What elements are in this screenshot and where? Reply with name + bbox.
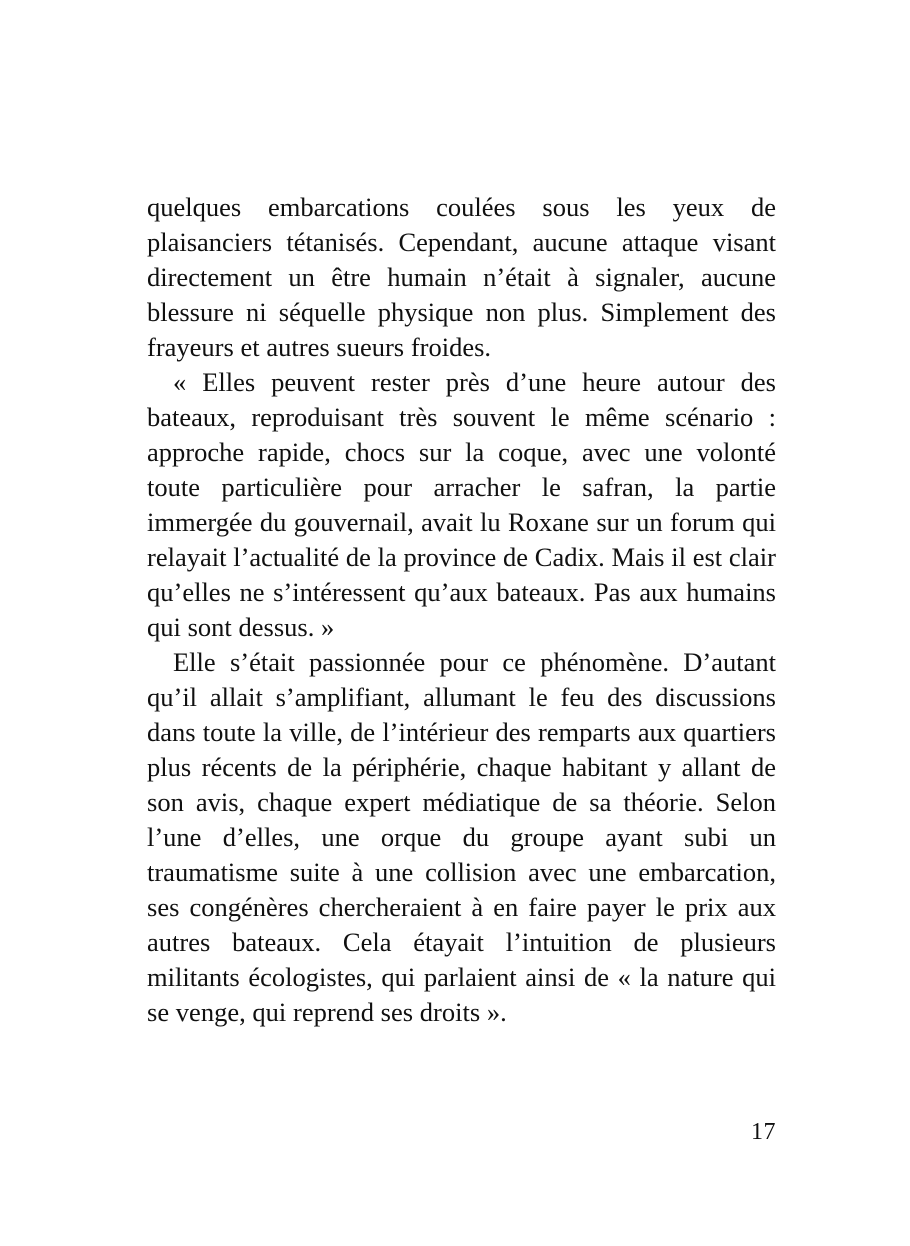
paragraph-3: Elle s’était passionnée pour ce phénomène. D’autant qu’il allait s’amplifiant, allumant le feu des discussions dans toute la ville, de l’intérieur des remparts aux quartiers plus récents de la périphérie, chaque habitant y allant de son avis, chaque expert médiatique de sa théorie. Selon l’une d’elles, une orque du groupe ayant subi un traumatisme suite à une collision avec une embarcation, ses congénères chercheraient à en faire payer le prix aux autres bateaux. Cela étayait l’intuition de plusieurs militants écologistes, qui parlaient ainsi de « la nature qui se venge, qui reprend ses droits ». [147,647,776,1027]
paragraph-1: quelques embarcations coulées sous les yeux de plaisanciers tétanisés. Cependant, aucune attaque visant directement un être humain n’était à signaler, aucune blessure ni séquelle physique non plus. Simplement des frayeurs et autres sueurs froides. [147,192,776,362]
paragraph-2: « Elles peuvent rester près d’une heure autour des bateaux, reproduisant très souvent le même scénario : approche rapide, chocs sur la coque, avec une volonté toute particulière pour arracher le safran, la partie immergée du gouvernail, avait lu Roxane sur un forum qui relayait l’actualité de la province de Cadix. Mais il est clair qu’elles ne s’intéressent qu’aux bateaux. Pas aux humains qui sont dessus. » [147,367,776,642]
body-text-block [147,190,776,1030]
page-number: 17 [751,1119,776,1145]
